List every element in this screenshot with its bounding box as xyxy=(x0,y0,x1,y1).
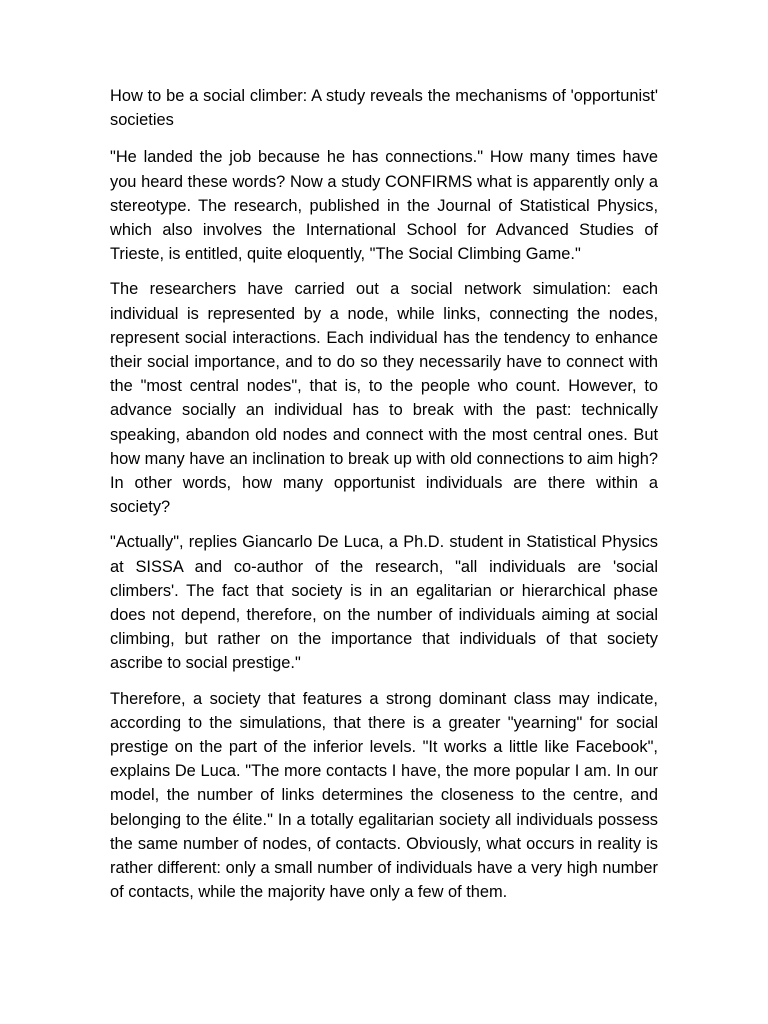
paragraph-4: Therefore, a society that features a strong dominant class may indicate, according to the simulations, that there is a greater "yearning" for social prestige on the part of the inferior levels. "It works a little like Facebook", explains De Luca. "The more contacts I have, the more popular I am. In our model, the number of links determines the closeness to the centre, and belonging to the élite." In a totally egalitarian society all individuals possess the same number of nodes, of contacts. Obviously, what occurs in reality is rather different: only a small number of individuals have a very high number of contacts, while the majority have only a few of them. xyxy=(110,689,658,902)
paragraph-1: "He landed the job because he has connections." How many times have you heard these words? Now a study CONFIRMS what is apparently only a stereotype. The research, published in the Journal of Statistical Physics, which also involves the International School for Advanced Studies of Trieste, is entitled, quite eloquently, "The Social Climbing Game." xyxy=(110,148,658,264)
paragraph-2: The researchers have carried out a social network simulation: each individual is represented by a node, while links, connecting the nodes, represent social interactions. Each individual has the tendency to enhance their social importance, and to do so they necessarily have to connect with the "most central nodes", that is, to the people who count. However, to advance socially an individual has to break with the past: technically speaking, abandon old nodes and connect with the most central ones. But how many have an inclination to break up with old connections to aim high? In other words, how many opportunist individuals are there within a society? xyxy=(110,280,658,517)
document-title: How to be a social climber: A study reveals the mechanisms of 'opportunist' societies xyxy=(110,87,658,130)
paragraph-3: "Actually", replies Giancarlo De Luca, a Ph.D. student in Statistical Physics at SISSA and co-author of the research, "all individuals are 'social climbers'. The fact that society is in an egalitarian or hierarchical phase does not depend, therefore, on the number of individuals aiming at social climbing, but rather on the importance that individuals of that society ascribe to social prestige." xyxy=(110,533,658,673)
document-page xyxy=(110,84,658,916)
